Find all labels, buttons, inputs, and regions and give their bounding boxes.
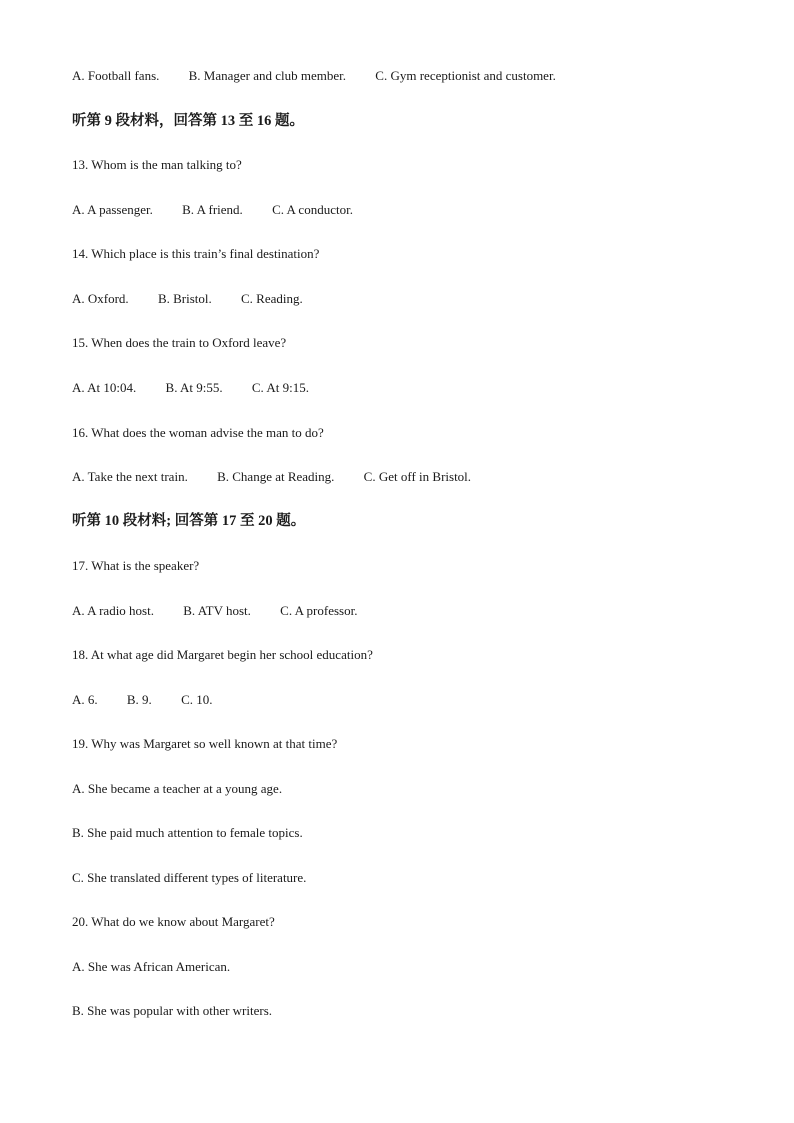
option-a: A. A passenger.	[72, 202, 153, 217]
question-14: 14. Which place is this train’s final destination?	[72, 246, 320, 261]
question-20: 20. What do we know about Margaret?	[72, 914, 275, 929]
option-a: A. She became a teacher at a young age.	[72, 781, 283, 796]
option-b: B. Change at Reading.	[217, 469, 335, 484]
options-row	[72, 201, 353, 219]
option-c: C. Get off in Bristol.	[363, 469, 472, 484]
question-13: 13. Whom is the man talking to?	[72, 157, 242, 172]
section-heading: 听第 10 段材料; 回答第 17 至 20 题。	[72, 513, 306, 529]
options-row	[72, 468, 471, 486]
option-c: C. Gym receptionist and customer.	[375, 68, 556, 83]
option-b: B. 9.	[126, 692, 152, 707]
option-c: C. At 9:15.	[251, 380, 309, 395]
section-heading: 听第 9 段材料，回答第 13 至 16 题。	[72, 113, 304, 129]
option-c: C. A professor.	[280, 603, 358, 618]
options-row	[72, 67, 556, 85]
option-c: C. Reading.	[241, 291, 303, 306]
option-b: B. ATV host.	[183, 603, 251, 618]
options-row	[72, 290, 303, 308]
option-b: B. At 9:55.	[165, 380, 223, 395]
option-a: A. She was African American.	[72, 959, 231, 974]
option-b: B. Bristol.	[157, 291, 212, 306]
question-15: 15. When does the train to Oxford leave?	[72, 335, 287, 350]
option-b: B. Manager and club member.	[188, 68, 347, 83]
option-a: A. Oxford.	[72, 291, 129, 306]
question-18: 18. At what age did Margaret begin her school education?	[72, 647, 373, 662]
option-b: B. She was popular with other writers.	[72, 1003, 273, 1018]
question-16: 16. What does the woman advise the man to do?	[72, 425, 324, 440]
option-a: A. Football fans.	[72, 68, 160, 83]
option-a: A. 6.	[72, 692, 98, 707]
question-17: 17. What is the speaker?	[72, 558, 200, 573]
options-row	[72, 379, 309, 397]
option-a: A. A radio host.	[72, 603, 154, 618]
option-b: B. A friend.	[182, 202, 243, 217]
option-a: A. Take the next train.	[72, 469, 188, 484]
option-c: C. She translated different types of literature.	[72, 870, 307, 885]
option-a: A. At 10:04.	[72, 380, 137, 395]
options-row	[72, 602, 357, 620]
option-b: B. She paid much attention to female topics.	[72, 825, 303, 840]
options-row	[72, 691, 212, 709]
option-c: C. 10.	[181, 692, 213, 707]
question-19: 19. Why was Margaret so well known at that time?	[72, 736, 338, 751]
option-c: C. A conductor.	[272, 202, 353, 217]
